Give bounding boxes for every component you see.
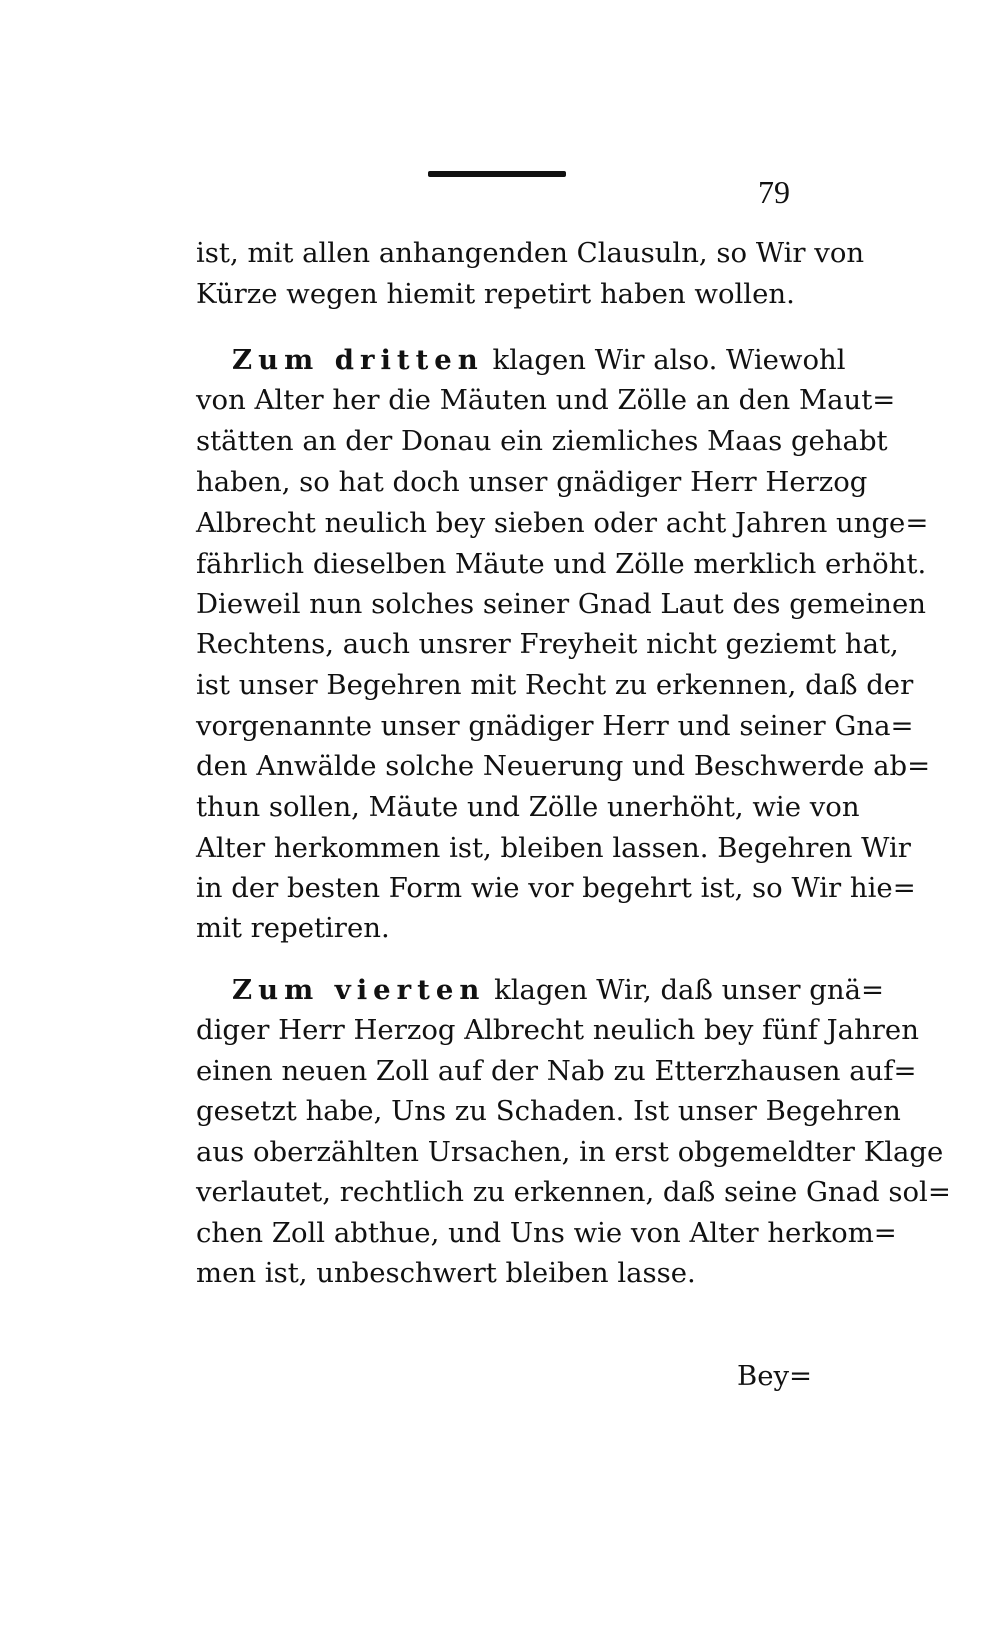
- text-line: stätten an der Donau ein ziemliches Maas gehabt: [196, 425, 888, 457]
- text-line: einen neuen Zoll auf der Nab zu Etterzhausen auf=: [196, 1055, 917, 1087]
- text-line: ist, mit allen anhangenden Clausuln, so Wir von: [196, 237, 865, 269]
- text-line: gesetzt habe, Uns zu Schaden. Ist unser Begehren: [196, 1095, 901, 1127]
- text-line: diger Herr Herzog Albrecht neulich bey fünf Jahren: [196, 1014, 919, 1046]
- text-line: haben, so hat doch unser gnädiger Herr Herzog: [196, 466, 868, 498]
- text-line: ist unser Begehren mit Recht zu erkennen, daß der: [196, 669, 914, 701]
- text-line: men ist, unbeschwert bleiben lasse.: [196, 1257, 696, 1289]
- text-line: Kürze wegen hiemit repetirt haben wollen.: [196, 278, 795, 310]
- text-line-rest: klagen Wir, daß unser gnä=: [485, 974, 885, 1006]
- text-line: Dieweil nun solches seiner Gnad Laut des gemeinen: [196, 588, 926, 620]
- section-heading-dritten: Zum dritten: [232, 344, 484, 376]
- text-line: aus oberzählten Ursachen, in erst obgemeldter Klage: [196, 1136, 944, 1168]
- section-heading-vierten: Zum vierten: [232, 974, 486, 1006]
- text-line: Albrecht neulich bey sieben oder acht Jahren unge=: [196, 507, 929, 539]
- header-rule: [428, 171, 566, 177]
- text-line: in der besten Form wie vor begehrt ist, so Wir hie=: [196, 872, 916, 904]
- text-line: Alter herkommen ist, bleiben lassen. Begehren Wir: [196, 832, 911, 864]
- page-number: 79: [758, 174, 790, 210]
- text-line: Rechtens, auch unsrer Freyheit nicht geziemt hat,: [196, 628, 899, 660]
- text-line: verlautet, rechtlich zu erkennen, daß seine Gnad sol=: [196, 1176, 951, 1208]
- text-line: [232, 340, 846, 380]
- text-line: thun sollen, Mäute und Zölle unerhöht, wie von: [196, 791, 860, 823]
- text-line: den Anwälde solche Neuerung und Beschwerde ab=: [196, 750, 931, 782]
- text-line: [232, 970, 885, 1010]
- text-line-rest: klagen Wir also. Wiewohl: [483, 344, 846, 376]
- text-line: mit repetiren.: [196, 912, 390, 944]
- text-line: von Alter her die Mäuten und Zölle an den Maut=: [196, 384, 896, 416]
- text-line: vorgenannte unser gnädiger Herr und seiner Gna=: [196, 710, 914, 742]
- text-line: fährlich dieselben Mäute und Zölle merklich erhöht.: [196, 548, 927, 580]
- text-line: chen Zoll abthue, und Uns wie von Alter herkom=: [196, 1217, 897, 1249]
- catchword: Bey=: [737, 1360, 813, 1392]
